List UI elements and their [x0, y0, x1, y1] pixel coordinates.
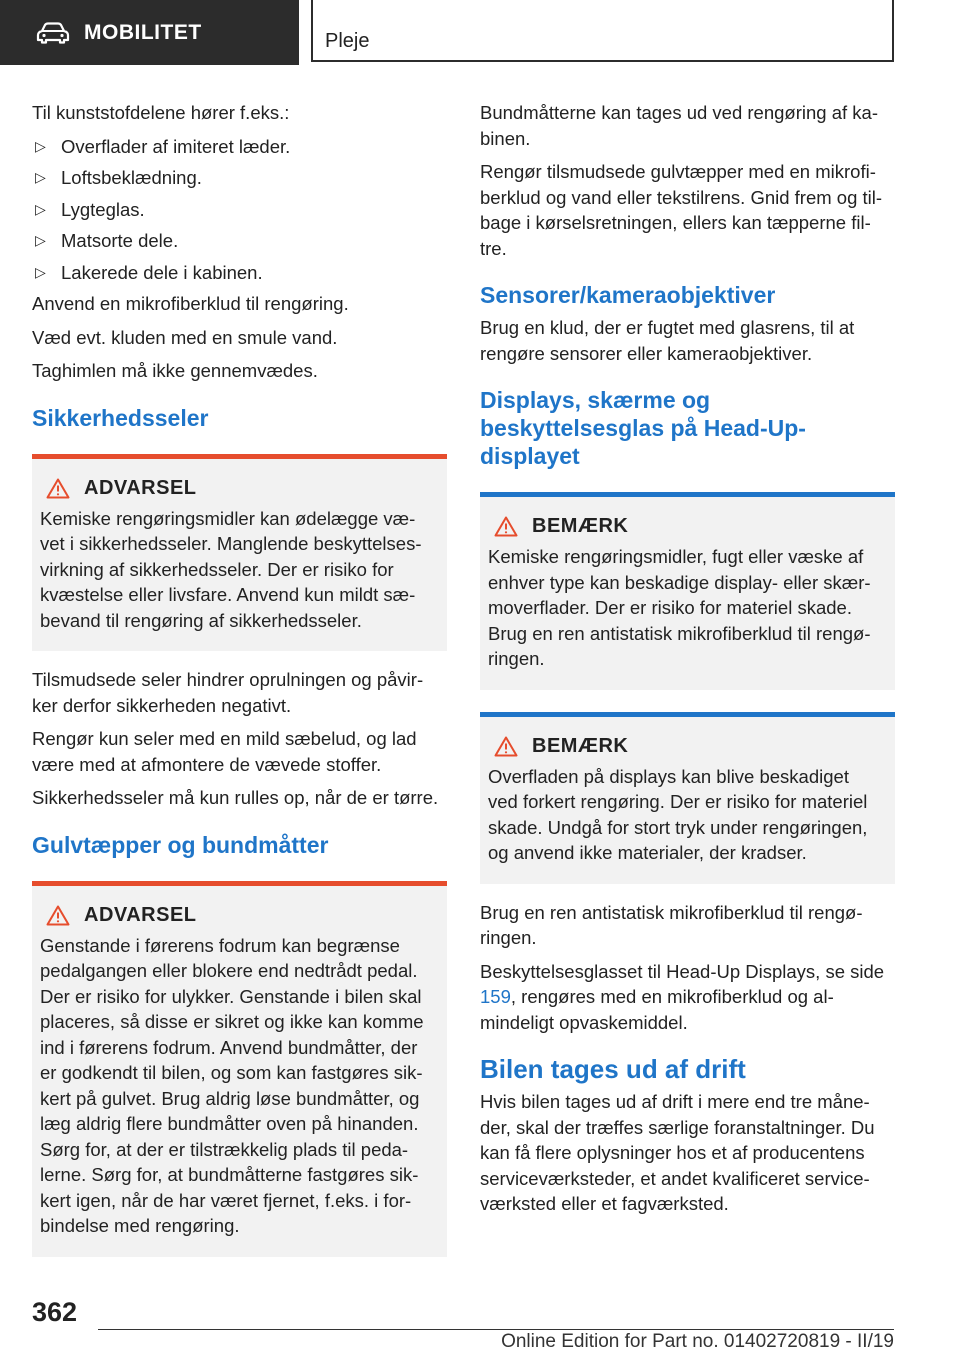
heading-seatbelts: Sikkerhedsseler: [32, 404, 209, 431]
warning-triangle-icon: [494, 736, 518, 757]
heading-floor-mats: Gulvtæpper og bundmåtter: [32, 831, 329, 858]
paragraph: Brug en klud, der er fugtet med glasrens, til at rengøre sensorer eller kameraobjektiver.: [480, 317, 855, 364]
paragraph: Taghimlen må ikke gennemvædes.: [32, 360, 318, 381]
paragraph: Bundmåtterne kan tages ud ved rengøring af ka-binen.: [480, 102, 878, 149]
warning-text: Kemiske rengøringsmidler kan ødelægge væ-vet i sikkerhedsseler. Manglende beskyttelses-virkning af sikkerhedsseler. Der er risiko for kvæstelse eller livsfare. Anvend kun mildt sæ-bevand til rengøring af sikkerhedsseler.: [40, 507, 422, 631]
section-tab: [0, 0, 299, 65]
triangle-bullet-icon: ▷: [35, 169, 46, 185]
note-box-chemicals: [480, 492, 895, 690]
heading-storage: Bilen tages ud af drift: [480, 1054, 746, 1084]
plastic-parts-intro: Til kunststofdelene hører f.eks.:: [32, 102, 290, 123]
list-item: ▷ Lakerede dele i kabinen.: [32, 260, 447, 286]
warning-triangle-icon: [46, 478, 70, 499]
warning-box-floor-mats: [32, 881, 447, 1257]
warning-label: ADVARSEL: [84, 476, 197, 499]
note-text: Overfladen på displays kan blive beskadiget ved forkert rengøring. Der er risiko for materiel skade. Undgå for stort tryk under rengøringen, og anvend ikke materialer, der kradser.: [488, 765, 868, 863]
paragraph: Væd evt. kluden med en smule vand.: [32, 326, 338, 348]
paragraph: Rengør tilsmudsede gulvtæpper med en mikrofi-berklud og vand eller tekstilrens. Gnid frem og til-bage i kørselsretningen, ellers kan tæpperne fil-tre.: [480, 161, 883, 259]
triangle-bullet-icon: ▷: [35, 200, 46, 217]
list-item: ▷ Lygteglas.: [32, 197, 447, 223]
car-icon: [36, 22, 70, 44]
triangle-bullet-icon: ▷: [35, 137, 46, 154]
warning-text: Genstande i førerens fodrum kan begrænse pedalgangen eller blokere end nedtrådt pedal. Der er risiko for ulykker. Genstande i bilen skal placeres, så disse er sikret og ikke kan komme ind i førerens fodrum. Anvend bundmåtter, der er godkendt til bilen, og som kan fastgøres sik-kert på gulvet. Brug aldrig løse bundmåtter, og læg aldrig flere bundmåtter oven på hinanden. Sørg for, at der er tilstrækkelig plads til peda-lerne. Sørg for, at bundmåtterne fastgøres sik-kert igen, når de har været fjernet, f.eks. i for-bindelse med rengøring.: [40, 934, 424, 1236]
heading-displays: Displays, skærme og beskyttelsesglas på Head-Up-displayet: [480, 387, 806, 469]
paragraph: Tilsmudsede seler hindrer oprulningen og påvir-ker derfor sikkerheden negativt.: [32, 669, 424, 716]
chapter-tab: [311, 0, 894, 62]
note-box-surface: [480, 712, 895, 884]
page-number: 362: [32, 1297, 78, 1327]
warning-triangle-icon: [494, 516, 518, 537]
note-label: BEMÆRK: [532, 734, 629, 757]
paragraph: Hvis bilen tages ud af drift i mere end tre måne-der, skal der træffes særlige foranstaltninger. Du kan få flere oplysninger hos et af producentens serviceværksteder, et andet kvalificeret service-værksted eller et fagværksted.: [480, 1091, 875, 1214]
triangle-bullet-icon: ▷: [35, 232, 46, 248]
paragraph: Sikkerhedsseler må kun rulles op, når de er tørre.: [32, 787, 439, 808]
paragraph: Anvend en mikrofiberklud til rengøring.: [32, 293, 349, 314]
heading-sensors: Sensorer/kameraobjektiver: [480, 282, 776, 308]
page-link[interactable]: 159: [480, 986, 511, 1007]
hud-paragraph: Beskyttelsesglasset til Head-Up Displays, se side 159, rengøres med en mikrofiberklud og al-mindeligt opvaskemiddel.: [480, 960, 885, 1033]
warning-label: ADVARSEL: [84, 903, 197, 926]
list-item: ▷ Overflader af imiteret læder.: [32, 134, 447, 160]
chapter-title: Pleje: [325, 30, 370, 52]
note-text: Kemiske rengøringsmidler, fugt eller væske af enhver type kan beskadige display- eller skær-moverflader. Der er risiko for materiel skade. Brug en ren antistatisk mikrofiberklud til rengø-ringen.: [488, 546, 871, 669]
list-item: ▷ Loftsbeklædning.: [32, 165, 447, 191]
plastic-parts-list: [32, 134, 447, 286]
warning-triangle-icon: [46, 905, 70, 926]
warning-box-seatbelts: [32, 454, 447, 652]
section-title: MOBILITET: [84, 20, 202, 44]
left-column: [32, 100, 447, 1273]
paragraph: Rengør kun seler med en mild sæbelud, og lad være med at afmontere de vævede stoffer.: [32, 728, 417, 775]
edition-footer: Online Edition for Part no. 01402720819 - II/19: [501, 1331, 894, 1352]
note-label: BEMÆRK: [532, 515, 629, 537]
list-item: ▷ Matsorte dele.: [32, 228, 447, 254]
footer-divider: [98, 1329, 894, 1330]
paragraph: Brug en ren antistatisk mikrofiberklud til rengø-ringen.: [480, 901, 863, 948]
right-column: [480, 100, 895, 1225]
triangle-bullet-icon: ▷: [35, 263, 46, 280]
